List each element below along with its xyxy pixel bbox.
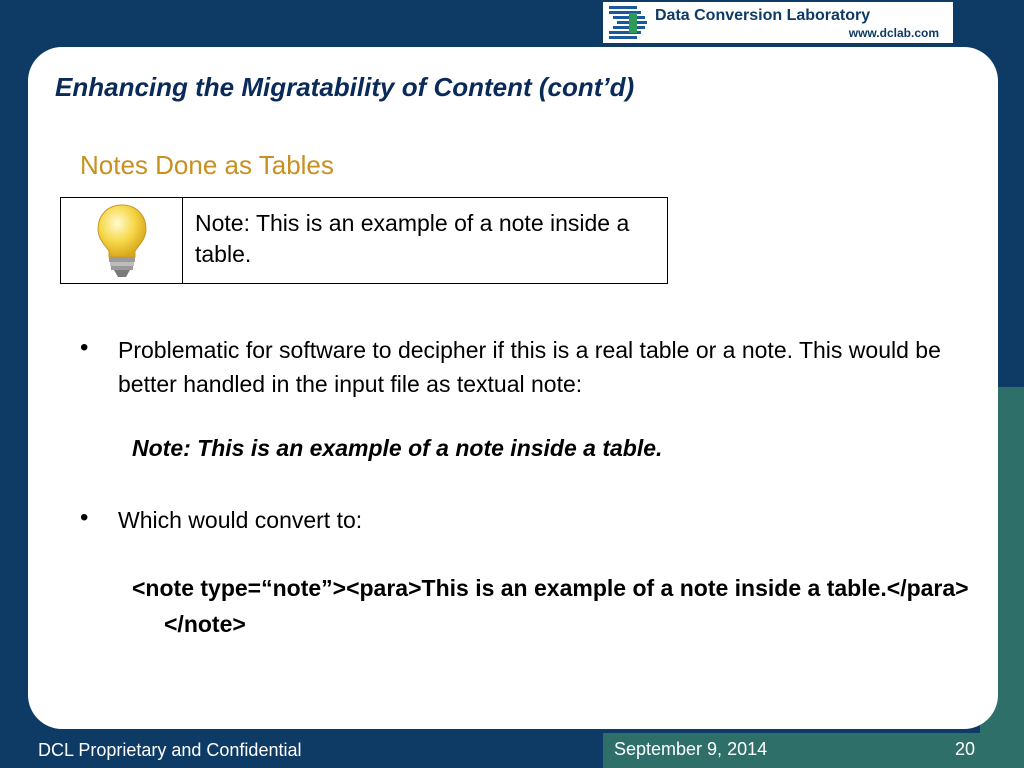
- logo-url: www.dclab.com: [848, 26, 939, 40]
- bullet-text-2: Which would convert to:: [118, 507, 363, 533]
- slide-title: Enhancing the Migratability of Content (cont’d): [55, 72, 635, 102]
- note-icon-cell: [61, 198, 183, 283]
- bullet-dot: •: [80, 334, 89, 361]
- note-table-text: Note: This is an example of a note inside a table.: [195, 210, 630, 267]
- xml-example: <note type=“note”><para>This is an example of a note inside a table.</para></note>: [132, 575, 969, 637]
- lightbulb-icon: [92, 201, 152, 281]
- slide-subtitle: Notes Done as Tables: [80, 150, 334, 180]
- note-table: [60, 197, 668, 284]
- company-logo: [603, 2, 953, 43]
- footer-date: September 9, 2014: [614, 739, 768, 759]
- footer-page-number: 20: [955, 739, 976, 759]
- footer-confidential: DCL Proprietary and Confidential: [38, 740, 302, 760]
- note-example: Note: This is an example of a note inside a table.: [132, 435, 663, 461]
- logo-company-name: Data Conversion Laboratory: [655, 7, 871, 24]
- dcl-logo-icon: [609, 5, 649, 41]
- bullet-dot: •: [80, 504, 89, 531]
- bullet-text-1: Problematic for software to decipher if this is a real table or a note. This would be better handled in the input file as textual note:: [118, 337, 941, 397]
